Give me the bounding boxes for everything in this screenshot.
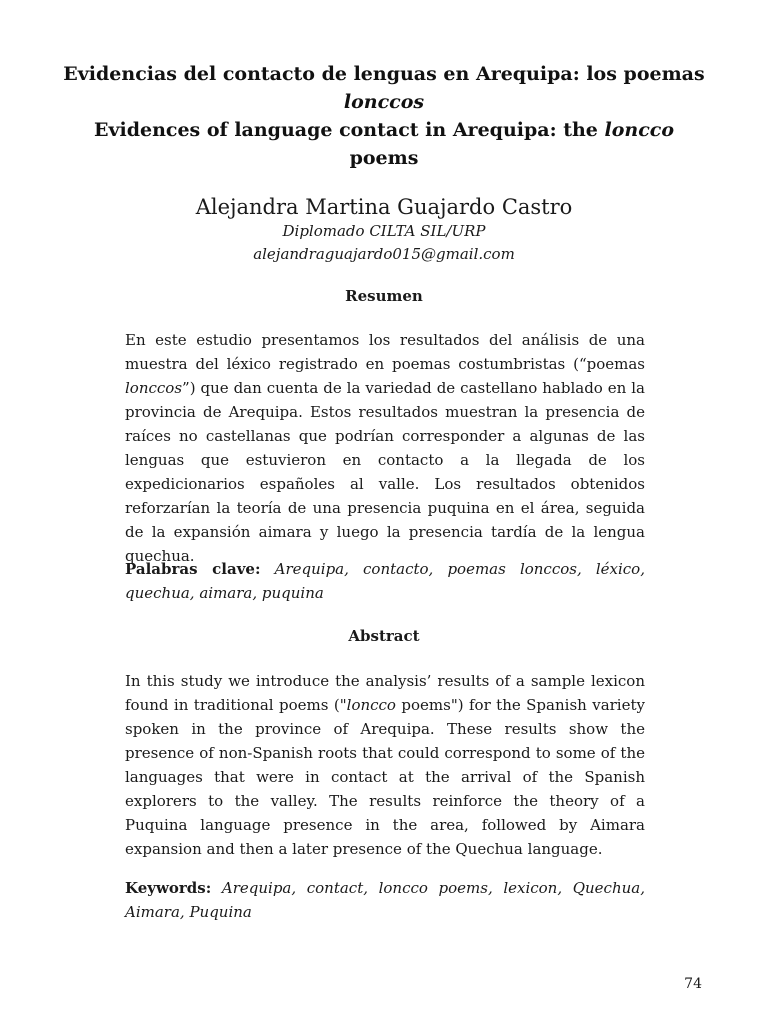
author-affiliation: Diplomado CILTA SIL/URP: [282, 222, 486, 240]
abstract-body: [125, 669, 645, 861]
title-english-end: poems: [349, 147, 419, 169]
abstract-heading: Abstract: [348, 627, 420, 645]
title-spanish-main: Evidencias del contacto de lenguas en Arequipa: los poemas: [63, 63, 705, 85]
resumen-body-part1: En este estudio presentamos los resultados del análisis de una muestra del léxico registrado en poemas costumbristas (“poemas: [125, 331, 645, 373]
resumen-body-part2: ”) que dan cuenta de la variedad de castellano hablado en la provincia de Arequipa. Estos resultados muestran la presencia de raíces no castellanas que podrían corresponder a algunas de las lenguas que estuvieron en contacto a la llegada de los expedicionarios españoles al valle. Los resultados obtenidos reforzarían la teoría de una presencia puquina en el área, seguida de la expansión aimara y luego la presencia tardía de la lengua quechua.: [125, 379, 645, 565]
title-spanish-italic: lonccos: [343, 91, 425, 113]
author-name: Alejandra Martina Guajardo Castro: [195, 195, 573, 219]
page-number: 74: [684, 976, 702, 992]
title-english: [40, 116, 728, 172]
abstract-keywords-list: Arequipa, contact, loncco poems, lexicon, Quechua, Aimara, Puquina: [125, 879, 645, 921]
title-english-main: Evidences of language contact in Arequipa: the: [93, 119, 598, 141]
title-block: [40, 60, 728, 172]
title-spanish: [40, 60, 728, 116]
abstract-body-italic: loncco: [346, 696, 396, 714]
resumen-body: [125, 328, 645, 568]
resumen-body-italic: lonccos: [125, 379, 183, 397]
abstract-keywords-label: Keywords:: [125, 879, 212, 897]
abstract-keywords: [125, 876, 645, 924]
abstract-body-part2: poems") for the Spanish variety spoken in the province of Arequipa. These results show the presence of non-Spanish roots that could correspond to some of the languages that were in contact at the arrival of the Spanish explorers to the valley. The results reinforce the theory of a Puquina language presence in the area, followed by Aimara expansion and then a later presence of the Quechua language.: [125, 696, 645, 858]
author-email: alejandraguajardo015@gmail.com: [253, 245, 515, 263]
abstract-body-part1: In this study we introduce the analysis’ results of a sample lexicon found in traditional poems (": [125, 672, 645, 714]
title-english-italic: loncco: [604, 119, 675, 141]
resumen-keywords: [125, 557, 645, 605]
resumen-heading: Resumen: [345, 287, 423, 305]
resumen-keywords-label: Palabras clave:: [125, 560, 261, 578]
resumen-keywords-list: Arequipa, contacto, poemas lonccos, léxico, quechua, aimara, puquina: [125, 560, 645, 602]
